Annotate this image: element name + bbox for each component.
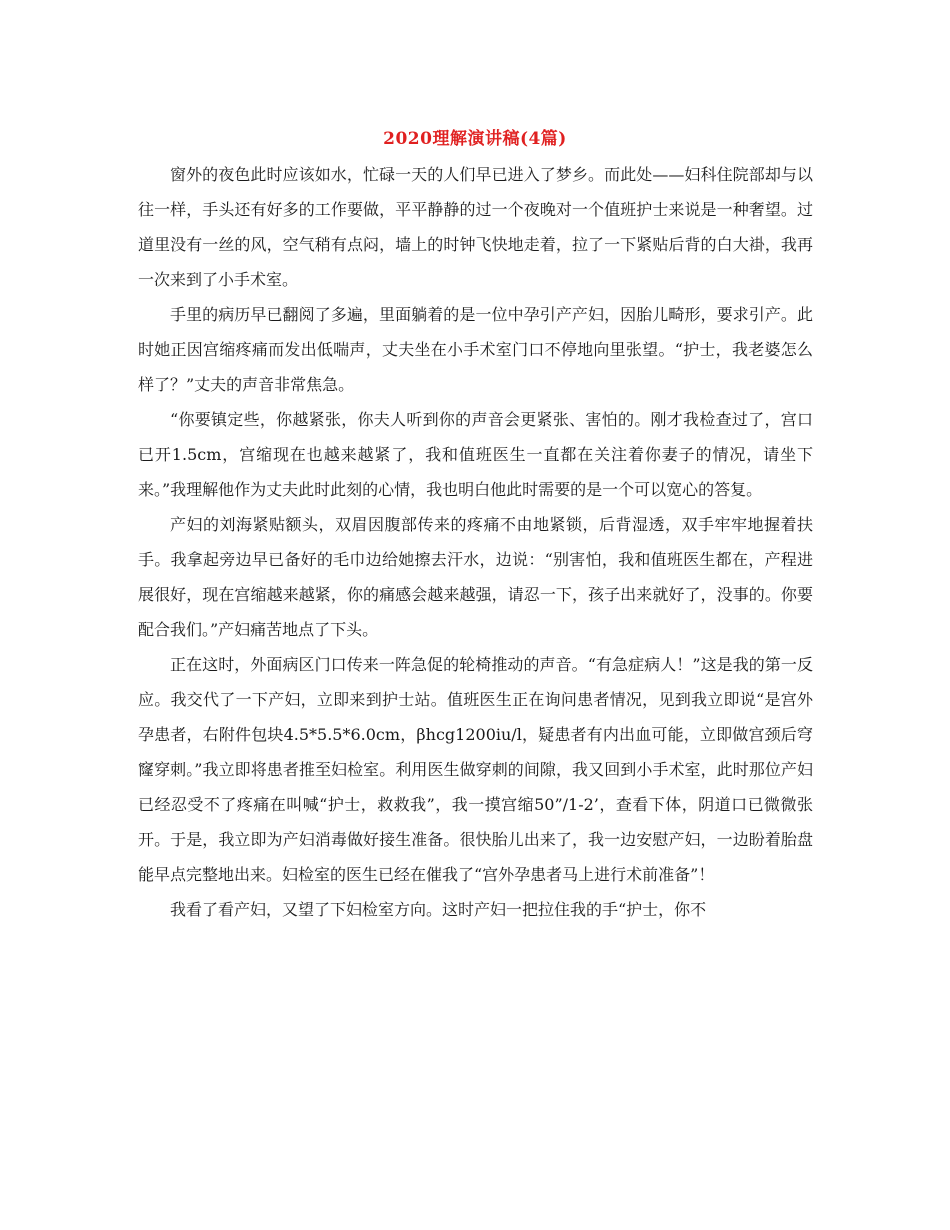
document-body bbox=[138, 157, 813, 927]
paragraph: 正在这时，外面病区门口传来一阵急促的轮椅推动的声音。“有急症病人！”这是我的第一反应。我交代了一下产妇，立即来到护士站。值班医生正在询问患者情况，见到我立即说“是宫外孕患者，右附件包块4.5*5.5*6.0cm，βhcg1200iu/l，疑患者有内出血可能，立即做宫颈后穹窿穿刺。”我立即将患者推至妇检室。利用医生做穿刺的间隙，我又回到小手术室，此时那位产妇已经忍受不了疼痛在叫喊“护士，救救我”，我一摸宫缩50”/1-2’，查看下体，阴道口已微微张开。于是，我立即为产妇消毒做好接生准备。很快胎儿出来了，我一边安慰产妇，一边盼着胎盘能早点完整地出来。妇检室的医生已经在催我了“宫外孕患者马上进行术前准备”！ bbox=[138, 655, 813, 884]
document-title: 2020理解演讲稿(4篇) bbox=[383, 129, 567, 149]
paragraph: “你要镇定些，你越紧张，你夫人听到你的声音会更紧张、害怕的。刚才我检查过了，宫口已开1.5cm，宫缩现在也越来越紧了，我和值班医生一直都在关注着你妻子的情况，请坐下来。”我理解他作为丈夫此时此刻的心情，我也明白他此时需要的是一个可以宽心的答复。 bbox=[138, 410, 813, 499]
paragraph: 我看了看产妇，又望了下妇检室方向。这时产妇一把拉住我的手“护士，你不 bbox=[170, 900, 707, 919]
paragraph: 窗外的夜色此时应该如水，忙碌一天的人们早已进入了梦乡。而此处——妇科住院部却与以往一样，手头还有好多的工作要做，平平静静的过一个夜晚对一个值班护士来说是一种奢望。过道里没有一丝的风，空气稍有点闷，墙上的时钟飞快地走着，拉了一下紧贴后背的白大褂，我再一次来到了小手术室。 bbox=[138, 165, 813, 289]
paragraph: 手里的病历早已翻阅了多遍，里面躺着的是一位中孕引产产妇，因胎儿畸形，要求引产。此时她正因宫缩疼痛而发出低喘声，丈夫坐在小手术室门口不停地向里张望。“护士，我老婆怎么样了？”丈夫的声音非常焦急。 bbox=[138, 305, 813, 394]
paragraph: 产妇的刘海紧贴额头，双眉因腹部传来的疼痛不由地紧锁，后背湿透，双手牢牢地握着扶手。我拿起旁边早已备好的毛巾边给她擦去汗水，边说：“别害怕，我和值班医生都在，产程进展很好，现在宫缩越来越紧，你的痛感会越来越强，请忍一下，孩子出来就好了，没事的。你要配合我们。”产妇痛苦地点了下头。 bbox=[138, 515, 813, 639]
